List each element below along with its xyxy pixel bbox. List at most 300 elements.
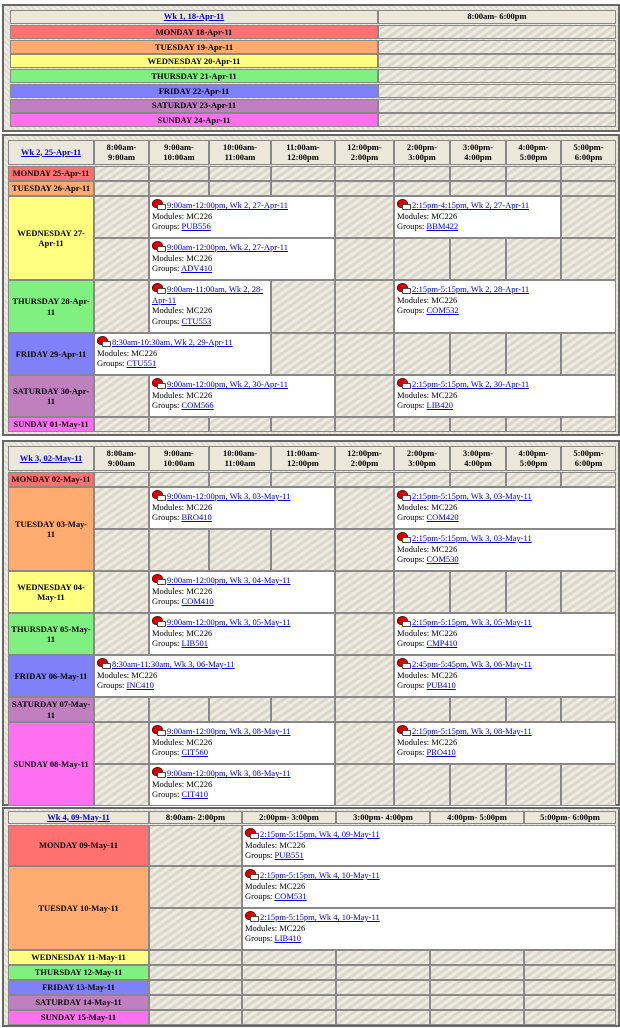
empty-slot — [271, 472, 335, 487]
empty-slot — [149, 472, 209, 487]
time-header-label: 11:00am- 12:00pm — [286, 447, 320, 468]
modules-value: MC226 — [431, 389, 458, 400]
day-label-text: FRIDAY 13-May-11 — [42, 982, 115, 993]
event-title-row — [152, 490, 332, 502]
time-header — [335, 140, 394, 165]
modules-label: Modules: — [397, 543, 430, 554]
day-label-text: TUESDAY 03-May-11 — [14, 518, 88, 539]
empty-slot — [94, 613, 149, 655]
empty-slot — [336, 995, 430, 1010]
time-header — [94, 140, 149, 165]
event-entry — [149, 280, 271, 333]
event-link[interactable]: 2:15pm-5:15pm, Wk 4, 09-May-11 — [260, 829, 380, 839]
event-icon — [397, 532, 409, 542]
empty-slot — [94, 764, 149, 806]
groups-label: Groups: — [97, 358, 125, 369]
event-icon — [397, 378, 409, 388]
event-link[interactable]: 2:15pm-5:15pm, Wk 3, 05-May-11 — [412, 617, 532, 627]
groups-label: Groups: — [397, 680, 425, 691]
event-modules — [152, 502, 332, 513]
time-header-label: 3:00pm- 4:00pm — [462, 141, 494, 162]
event-title-row — [397, 283, 613, 295]
groups-label: Groups: — [152, 789, 180, 800]
day-label-text: SUNDAY 24-Apr-11 — [157, 115, 231, 126]
groups-label: Groups: — [152, 596, 180, 607]
event-modules — [245, 923, 613, 934]
event-link[interactable]: 9:00am-12:00pm, Wk 3, 04-May-11 — [167, 575, 291, 585]
empty-slot — [209, 697, 271, 722]
empty-slot — [94, 529, 149, 571]
event-link[interactable]: 9:00am-12:00pm, Wk 3, 05-May-11 — [167, 617, 291, 627]
event-groups — [152, 400, 332, 411]
day-label — [10, 54, 378, 68]
time-header-label: 4:00pm- 5:00pm — [447, 811, 507, 822]
group-link[interactable]: CTU553 — [181, 315, 212, 326]
empty-slot — [506, 472, 561, 487]
time-header — [506, 140, 561, 165]
day-label — [8, 950, 149, 965]
day-label-text: THURSDAY 21-Apr-11 — [151, 71, 237, 81]
empty-slot — [335, 487, 394, 529]
empty-slot — [335, 764, 394, 806]
group-link[interactable]: CIT560 — [181, 747, 208, 758]
empty-slot — [378, 113, 616, 127]
empty-slot — [335, 472, 394, 487]
time-header-label: 10:00am- 11:00am — [223, 447, 257, 468]
day-label — [8, 965, 149, 980]
empty-slot — [335, 166, 394, 181]
event-entry — [149, 722, 335, 764]
event-icon — [152, 574, 164, 584]
empty-slot — [450, 333, 506, 375]
event-groups — [152, 789, 332, 800]
event-groups — [245, 933, 613, 944]
event-icon — [97, 336, 109, 346]
empty-slot — [378, 84, 616, 98]
event-modules — [152, 586, 332, 597]
event-entry — [149, 764, 335, 806]
empty-slot — [450, 181, 506, 196]
event-link[interactable]: 2:15pm-5:15pm, Wk 3, 03-May-11 — [412, 491, 532, 501]
day-label-text: TUESDAY 19-Apr-11 — [154, 41, 234, 52]
event-link[interactable]: 2:15pm-5:15pm, Wk 4, 10-May-11 — [260, 870, 380, 880]
group-link[interactable]: INC410 — [126, 680, 154, 691]
modules-value: MC226 — [279, 839, 306, 850]
event-icon — [152, 767, 164, 777]
empty-slot — [149, 866, 242, 908]
modules-label: Modules: — [152, 305, 185, 316]
event-title-row — [245, 869, 613, 881]
event-link[interactable]: 9:00am-12:00pm, Wk 2, 27-Apr-11 — [167, 200, 288, 210]
group-link[interactable]: COM566 — [181, 400, 214, 411]
week-2-block — [2, 134, 620, 436]
event-modules — [152, 211, 332, 222]
time-header — [149, 140, 209, 165]
modules-label: Modules: — [152, 501, 185, 512]
day-label-text: WEDNESDAY 04-May-11 — [17, 581, 85, 602]
empty-slot — [506, 417, 561, 432]
modules-value: MC226 — [131, 669, 158, 680]
event-groups — [97, 358, 268, 369]
event-modules — [152, 779, 332, 790]
event-link[interactable]: 9:00am-12:00pm, Wk 2, 30-Apr-11 — [167, 379, 288, 389]
time-header — [394, 140, 450, 165]
groups-label: Groups: — [397, 512, 425, 523]
empty-slot — [561, 166, 616, 181]
group-link[interactable]: LIB501 — [181, 638, 208, 649]
empty-slot — [378, 25, 616, 39]
event-link[interactable]: 8:30am-11:30am, Wk 3, 06-May-11 — [112, 659, 235, 669]
empty-slot — [430, 980, 524, 995]
week-link-cell[interactable] — [8, 811, 149, 824]
empty-slot — [149, 908, 242, 950]
modules-value: MC226 — [431, 627, 458, 638]
event-modules — [97, 670, 332, 681]
group-link[interactable]: CTU551 — [126, 358, 157, 369]
empty-slot — [450, 238, 506, 280]
time-header — [149, 811, 242, 824]
group-link[interactable]: BRO410 — [181, 512, 212, 523]
event-modules — [397, 502, 613, 513]
group-link[interactable]: BBM422 — [426, 221, 459, 232]
group-link[interactable]: COM531 — [274, 891, 307, 902]
event-groups — [152, 316, 268, 327]
event-title-row — [152, 767, 332, 779]
event-groups — [397, 305, 613, 316]
time-header-label: 5:00pm- 6:00pm — [540, 811, 600, 822]
week-3-block — [2, 440, 620, 806]
empty-slot — [271, 697, 335, 722]
empty-slot — [506, 181, 561, 196]
group-link[interactable]: CIT410 — [181, 789, 208, 800]
empty-slot — [394, 238, 450, 280]
event-title-row — [97, 336, 268, 348]
event-entry — [394, 280, 616, 333]
time-header-label: 4:00pm- 5:00pm — [518, 447, 549, 468]
group-link[interactable]: ADV410 — [181, 263, 213, 274]
day-label-text: SATURDAY 14-May-11 — [35, 997, 122, 1008]
time-header — [561, 140, 616, 165]
empty-slot — [394, 472, 450, 487]
week-link-cell[interactable] — [8, 446, 94, 471]
group-link[interactable]: LIB410 — [274, 933, 301, 944]
event-entry — [149, 613, 335, 655]
modules-value: MC226 — [279, 922, 306, 933]
empty-slot — [450, 764, 506, 806]
modules-value: MC226 — [186, 736, 213, 747]
event-icon — [397, 658, 409, 668]
day-label-text: SUNDAY 08-May-11 — [13, 758, 89, 769]
modules-label: Modules: — [397, 627, 430, 638]
modules-label: Modules: — [152, 585, 185, 596]
empty-slot — [394, 697, 450, 722]
event-link[interactable]: 2:45pm-5:45pm, Wk 3, 06-May-11 — [412, 659, 532, 669]
empty-slot — [149, 417, 209, 432]
event-link[interactable]: 2:15pm-5:15pm, Wk 4, 10-May-11 — [260, 912, 380, 922]
event-title-row — [397, 616, 613, 628]
modules-value: MC226 — [186, 585, 213, 596]
event-groups — [152, 747, 332, 758]
week-link[interactable]: Wk 4, 09-May-11 — [47, 811, 110, 822]
event-icon — [152, 616, 164, 626]
event-link[interactable]: 2:15pm-5:15pm, Wk 3, 08-May-11 — [412, 726, 532, 736]
empty-slot — [524, 1010, 616, 1025]
group-link[interactable]: LIB420 — [426, 400, 453, 411]
event-entry — [242, 866, 616, 908]
empty-slot — [506, 333, 561, 375]
event-link[interactable]: 9:00am-12:00pm, Wk 2, 27-Apr-11 — [167, 242, 288, 252]
event-link[interactable]: 9:00am-11:00am, Wk 2, 28-Apr-11 — [152, 284, 264, 305]
event-modules — [152, 737, 332, 748]
empty-slot — [271, 280, 335, 333]
groups-label: Groups: — [397, 638, 425, 649]
time-header-label: 5:00pm- 6:00pm — [573, 141, 604, 162]
event-groups — [245, 891, 613, 902]
modules-label: Modules: — [152, 736, 185, 747]
event-groups — [397, 638, 613, 649]
event-groups — [397, 747, 613, 758]
empty-slot — [94, 375, 149, 417]
time-header-label: 8:00am- 6:00pm — [467, 11, 527, 22]
modules-label: Modules: — [245, 839, 278, 850]
empty-slot — [450, 571, 506, 613]
empty-slot — [506, 764, 561, 806]
group-link[interactable]: PUB410 — [426, 680, 456, 691]
group-link[interactable]: PUB551 — [274, 850, 304, 861]
event-title-row — [152, 241, 332, 253]
group-link[interactable]: COM530 — [426, 554, 459, 565]
event-title-row — [152, 616, 332, 628]
event-icon — [245, 828, 257, 838]
event-icon — [152, 725, 164, 735]
modules-value: MC226 — [186, 778, 213, 789]
event-entry — [94, 655, 335, 697]
day-label — [8, 333, 94, 375]
event-groups — [152, 512, 332, 523]
modules-value: MC226 — [186, 627, 213, 638]
empty-slot — [561, 417, 616, 432]
empty-slot — [335, 655, 394, 697]
empty-slot — [149, 995, 242, 1010]
event-link[interactable]: 2:15pm-4:15pm, Wk 2, 27-Apr-11 — [412, 200, 530, 210]
time-header — [209, 446, 271, 471]
empty-slot — [394, 571, 450, 613]
empty-slot — [335, 181, 394, 196]
empty-slot — [524, 950, 616, 965]
group-link[interactable]: COM420 — [426, 512, 459, 523]
empty-slot — [335, 722, 394, 764]
event-entry — [149, 571, 335, 613]
group-link[interactable]: COM532 — [426, 305, 459, 316]
empty-slot — [149, 965, 242, 980]
empty-slot — [94, 722, 149, 764]
event-modules — [397, 628, 613, 639]
empty-slot — [561, 472, 616, 487]
empty-slot — [394, 764, 450, 806]
event-icon — [152, 241, 164, 251]
event-title-row — [97, 658, 332, 670]
empty-slot — [430, 1010, 524, 1025]
groups-label: Groups: — [152, 512, 180, 523]
event-link[interactable]: 9:00am-12:00pm, Wk 3, 08-May-11 — [167, 726, 291, 736]
empty-slot — [271, 181, 335, 196]
day-label — [10, 69, 378, 83]
event-modules — [245, 840, 613, 851]
empty-slot — [94, 697, 149, 722]
day-label-text: MONDAY 25-Apr-11 — [12, 168, 90, 179]
event-icon — [152, 490, 164, 500]
empty-slot — [394, 417, 450, 432]
event-title-row — [152, 378, 332, 390]
day-label — [8, 722, 94, 806]
time-header-label: 3:00pm- 4:00pm — [353, 811, 413, 822]
week-link-cell[interactable] — [8, 140, 94, 165]
modules-label: Modules: — [245, 880, 278, 891]
empty-slot — [335, 417, 394, 432]
empty-slot — [524, 995, 616, 1010]
empty-slot — [561, 238, 616, 280]
groups-label: Groups: — [397, 554, 425, 565]
day-label-text: FRIDAY 22-Apr-11 — [158, 85, 230, 96]
empty-slot — [149, 181, 209, 196]
event-groups — [397, 221, 558, 232]
empty-slot — [561, 181, 616, 196]
empty-slot — [209, 472, 271, 487]
groups-label: Groups: — [397, 400, 425, 411]
week-link-cell[interactable] — [10, 10, 378, 24]
day-label-text: MONDAY 09-May-11 — [39, 840, 118, 851]
day-label — [8, 980, 149, 995]
time-header — [209, 140, 271, 165]
empty-slot — [149, 825, 242, 866]
empty-slot — [94, 280, 149, 333]
group-link[interactable]: CMP410 — [426, 638, 458, 649]
day-label — [8, 472, 94, 487]
time-header — [336, 811, 430, 824]
empty-slot — [209, 181, 271, 196]
day-label-text: TUESDAY 10-May-11 — [38, 902, 119, 913]
time-header — [335, 446, 394, 471]
time-header-label: 9:00am- 10:00am — [163, 447, 195, 468]
modules-label: Modules: — [152, 252, 185, 263]
group-link[interactable]: PUB556 — [181, 221, 211, 232]
modules-label: Modules: — [152, 778, 185, 789]
modules-value: MC226 — [131, 347, 158, 358]
group-link[interactable]: PRO410 — [426, 747, 456, 758]
event-entry — [394, 529, 616, 571]
event-groups — [397, 400, 613, 411]
event-groups — [97, 680, 332, 691]
event-groups — [245, 850, 613, 861]
day-label — [10, 84, 378, 98]
empty-slot — [335, 238, 394, 280]
time-header — [561, 446, 616, 471]
day-label — [8, 655, 94, 697]
time-header-label: 2:00pm- 3:00pm — [406, 447, 438, 468]
day-label — [10, 113, 378, 127]
event-entry — [149, 375, 335, 417]
event-groups — [152, 221, 332, 232]
event-title-row — [397, 199, 558, 211]
empty-slot — [242, 995, 336, 1010]
event-groups — [152, 263, 332, 274]
group-link[interactable]: COM410 — [181, 596, 214, 607]
event-link[interactable]: 2:15pm-5:15pm, Wk 2, 30-Apr-11 — [412, 379, 530, 389]
day-label-text: THURSDAY 05-May-11 — [11, 623, 91, 644]
modules-value: MC226 — [186, 389, 213, 400]
groups-label: Groups: — [152, 400, 180, 411]
week-link[interactable]: Wk 1, 18-Apr-11 — [163, 11, 225, 22]
day-label-text: FRIDAY 29-Apr-11 — [15, 348, 87, 359]
event-link[interactable]: 2:15pm-5:15pm, Wk 2, 28-Apr-11 — [412, 284, 530, 294]
event-entry — [394, 196, 561, 238]
modules-value: MC226 — [431, 210, 458, 221]
event-icon — [152, 199, 164, 209]
event-link[interactable]: 9:00am-12:00pm, Wk 3, 03-May-11 — [167, 491, 291, 501]
week-1-block — [2, 4, 620, 132]
time-header — [450, 140, 506, 165]
empty-slot — [149, 980, 242, 995]
day-label-text: WEDNESDAY 11-May-11 — [31, 952, 126, 963]
empty-slot — [378, 54, 616, 68]
time-header-label: 8:00am- 2:00pm — [165, 811, 226, 822]
modules-label: Modules: — [152, 210, 185, 221]
week-link[interactable]: Wk 3, 02-May-11 — [19, 452, 83, 463]
event-link[interactable]: 2:15pm-5:15pm, Wk 3, 03-May-11 — [412, 533, 532, 543]
day-label-text: MONDAY 02-May-11 — [11, 474, 91, 485]
empty-slot — [242, 1010, 336, 1025]
groups-label: Groups: — [97, 680, 125, 691]
day-label — [10, 99, 378, 113]
empty-slot — [149, 950, 242, 965]
event-title-row — [245, 911, 613, 923]
day-label-text: THURSDAY 28-Apr-11 — [12, 296, 90, 317]
modules-value: MC226 — [431, 294, 458, 305]
empty-slot — [336, 965, 430, 980]
event-link[interactable]: 8:30am-10:30am, Wk 2, 29-Apr-11 — [112, 337, 233, 347]
day-label — [8, 1010, 149, 1025]
empty-slot — [271, 333, 335, 375]
day-label — [8, 280, 94, 333]
empty-slot — [209, 166, 271, 181]
modules-label: Modules: — [152, 627, 185, 638]
modules-label: Modules: — [397, 736, 430, 747]
event-groups — [397, 512, 613, 523]
empty-slot — [561, 196, 616, 238]
day-label — [8, 166, 94, 181]
event-groups — [152, 638, 332, 649]
event-link[interactable]: 9:00am-12:00pm, Wk 3, 08-May-11 — [167, 768, 291, 778]
event-entry — [149, 196, 335, 238]
event-title-row — [397, 658, 613, 670]
empty-slot — [149, 697, 209, 722]
empty-slot — [450, 472, 506, 487]
empty-slot — [506, 697, 561, 722]
event-groups — [397, 680, 613, 691]
week-link[interactable]: Wk 2, 25-Apr-11 — [20, 146, 82, 157]
event-modules — [397, 211, 558, 222]
empty-slot — [335, 529, 394, 571]
modules-value: MC226 — [279, 880, 306, 891]
modules-value: MC226 — [186, 501, 213, 512]
empty-slot — [430, 965, 524, 980]
time-header-label: 9:00am- 10:00am — [163, 141, 195, 162]
time-header — [378, 10, 616, 24]
time-header — [506, 446, 561, 471]
day-label — [8, 697, 94, 722]
time-header-label: 8:00am- 9:00am — [106, 447, 137, 468]
time-header — [149, 446, 209, 471]
